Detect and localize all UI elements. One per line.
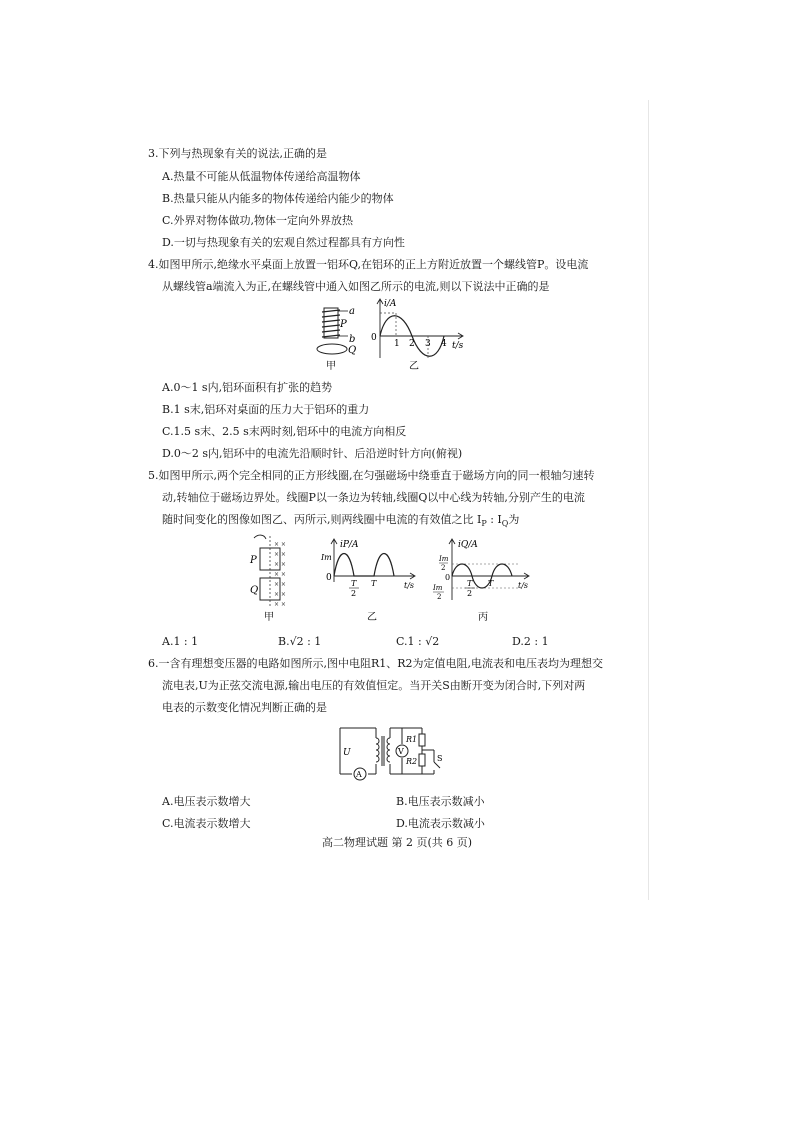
q5-yi-origin: 0 xyxy=(326,573,332,583)
q3-stem: 3.下列与热现象有关的说法,正确的是 xyxy=(148,147,327,160)
label-b: b xyxy=(349,334,356,345)
q5-label-jia: 甲 xyxy=(264,612,274,623)
page-footer: 高二物理试题 第 2 页(共 6 页) xyxy=(321,836,473,849)
q5-yi-ylabel: iP/A xyxy=(340,540,359,550)
q5-bing-Im-bottom: Im xyxy=(433,584,443,592)
switch-label: S xyxy=(437,754,443,763)
q5-stem-text: 随时间变化的图像如图乙、丙所示,则两线圈中电流的有效值之比 I xyxy=(162,513,482,526)
q5-stem-line2: 动,转轴位于磁场边界处。线圈P以一条边为转轴,线圈Q以中心线为转轴,分别产生的电流 xyxy=(162,491,585,504)
label-yi: 乙 xyxy=(409,361,419,372)
svg-text:× ×: × × xyxy=(274,581,286,588)
q-current-graph xyxy=(432,539,529,623)
q6-option-a: A.电压表示数增大 xyxy=(162,795,251,808)
q5-stem-end: 为 xyxy=(508,513,520,526)
q4-origin: 0 xyxy=(371,333,377,343)
q5-bing-ylabel: iQ/A xyxy=(458,540,478,550)
q5-bing-T: T xyxy=(488,579,494,588)
q5-yi-Im: Im xyxy=(321,553,332,562)
q4-stem-line2: 从螺线管a端流入为正,在螺线管中通入如图乙所示的电流,则以下说法中正确的是 xyxy=(162,280,550,293)
q5-label-yi: 乙 xyxy=(367,612,377,623)
q6-circuit xyxy=(336,724,458,786)
q3-option-c: C.外界对物体做功,物体一定向外界放热 xyxy=(162,214,354,227)
svg-text:× ×: × × xyxy=(274,551,286,558)
q5-sub-q: Q xyxy=(501,519,509,529)
q5-sub-p: P xyxy=(481,519,487,529)
q4-ylabel: i/A xyxy=(384,299,397,309)
q3-option-a: A.热量不可能从低温物体传递给高温物体 xyxy=(162,170,361,183)
q5-label-Q: Q xyxy=(250,585,259,596)
q4-stem-line1: 4.如图甲所示,绝缘水平桌面上放置一铝环Q,在铝环的正上方附近放置一个螺线管P。设电流 xyxy=(148,258,589,271)
svg-text:× ×: × × xyxy=(274,541,286,548)
q5-option-a: A.1 : 1 xyxy=(162,635,199,648)
svg-text:× ×: × × xyxy=(274,591,286,598)
q5-yi-T-num: T xyxy=(351,579,357,588)
q4-tick-3: 3 xyxy=(425,339,431,349)
q5-bing-two-top: 2 xyxy=(441,564,446,572)
q4-option-d: D.0～2 s内,铝环中的电流先沿顺时针、后沿逆时针方向(俯视) xyxy=(162,447,463,460)
source-label: U xyxy=(343,748,351,758)
q5-colon: : I xyxy=(486,513,502,526)
current-graph xyxy=(371,299,464,372)
q5-bing-Im-top: Im xyxy=(439,555,449,563)
q5-label-bing: 丙 xyxy=(478,612,488,623)
label-a: a xyxy=(349,306,355,317)
q6-option-d: D.电流表示数减小 xyxy=(396,817,485,830)
q5-option-d: D.2 : 1 xyxy=(512,635,549,648)
q4-tick-1: 1 xyxy=(394,339,400,349)
q5-bing-origin: 0 xyxy=(445,573,451,582)
q5-yi-xlabel: t/s xyxy=(404,581,415,590)
label-P: P xyxy=(340,319,347,330)
q5-stem-line3 xyxy=(162,512,519,532)
ammeter-label: A xyxy=(356,770,362,779)
q6-option-b: B.电压表示数减小 xyxy=(396,795,485,808)
r2-label: R2 xyxy=(406,757,418,766)
scan-edge-line xyxy=(648,100,649,900)
q6-stem-line3: 电表的示数变化情况判断正确的是 xyxy=(162,701,327,714)
coils-diagram xyxy=(249,535,286,623)
label-jia: 甲 xyxy=(326,361,336,372)
q6-stem-line2: 流电表,U为正弦交流电源,输出电压的有效值恒定。当开关S由断开变为闭合时,下列对两 xyxy=(162,679,586,692)
svg-text:× ×: × × xyxy=(274,571,286,578)
q5-stem-line1: 5.如图甲所示,两个完全相同的正方形线圈,在匀强磁场中绕垂直于磁场方向的同一根轴匀速转 xyxy=(148,469,595,482)
q4-option-b: B.1 s末,铝环对桌面的压力大于铝环的重力 xyxy=(162,403,370,416)
p-current-graph xyxy=(320,539,415,623)
q5-option-c: C.1 : √2 xyxy=(396,635,440,648)
q5-bing-T-num: T xyxy=(467,579,473,588)
q5-label-P: P xyxy=(250,555,257,566)
solenoid-diagram xyxy=(317,306,356,372)
svg-text:× ×: × × xyxy=(274,561,286,568)
q4-option-a: A.0～1 s内,铝环面积有扩张的趋势 xyxy=(162,381,333,394)
q3-option-d: D.一切与热现象有关的宏观自然过程都具有方向性 xyxy=(162,236,405,249)
q6-option-c: C.电流表示数增大 xyxy=(162,817,251,830)
svg-text:× ×: × × xyxy=(274,601,286,608)
q5-bing-xlabel: t/s xyxy=(518,581,529,590)
q4-xlabel: t/s xyxy=(452,341,464,351)
q6-stem-line1: 6.一含有理想变压器的电路如图所示,图中电阻R1、R2为定值电阻,电流表和电压表均为理想交 xyxy=(148,657,604,670)
q4-tick-2: 2 xyxy=(409,339,415,349)
r1-label: R1 xyxy=(406,735,418,744)
q5-yi-T: T xyxy=(371,579,377,588)
q5-figure xyxy=(248,534,538,624)
voltmeter-label: V xyxy=(398,747,404,756)
label-Q: Q xyxy=(348,345,357,356)
q3-option-b: B.热量只能从内能多的物体传递给内能少的物体 xyxy=(162,192,394,205)
q5-option-b: B.√2 : 1 xyxy=(278,635,322,648)
q4-tick-4: 4 xyxy=(441,339,447,349)
q5-yi-two: 2 xyxy=(351,589,357,598)
q4-option-c: C.1.5 s末、2.5 s末两时刻,铝环中的电流方向相反 xyxy=(162,425,407,438)
q4-figure xyxy=(308,296,474,378)
q5-bing-two-bottom: 2 xyxy=(437,593,442,601)
q5-bing-two: 2 xyxy=(467,589,473,598)
